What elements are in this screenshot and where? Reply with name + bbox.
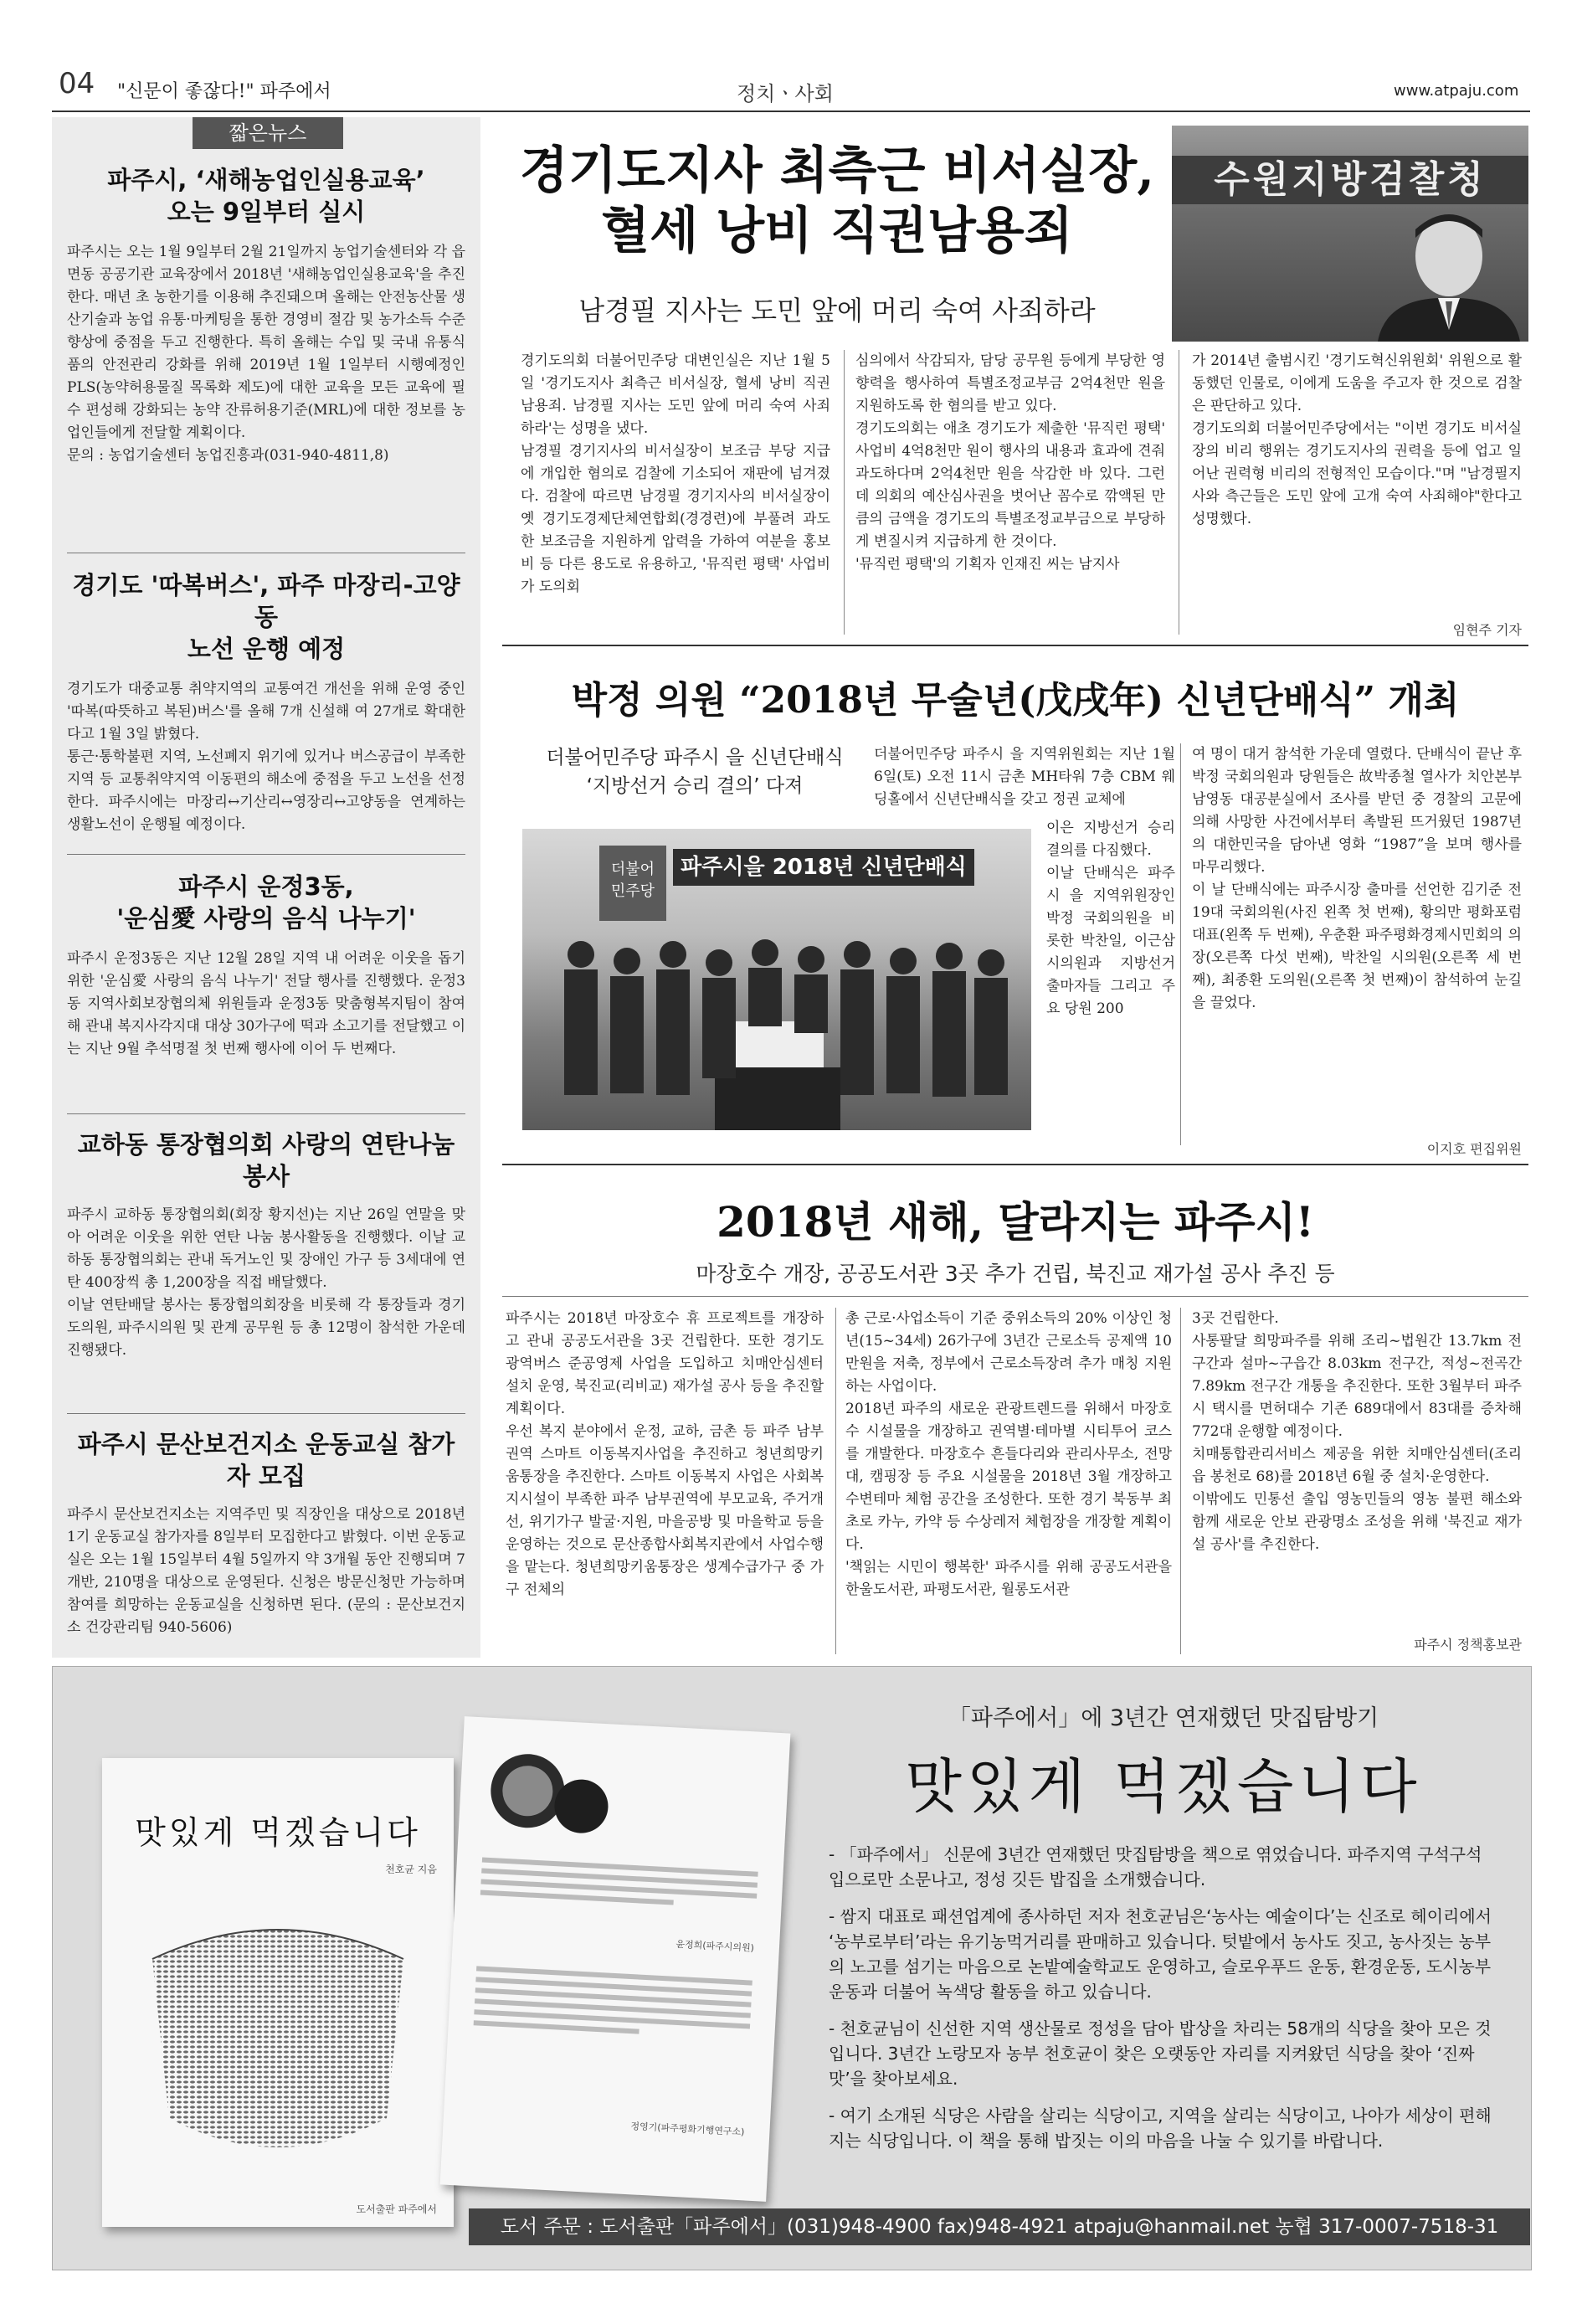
- group-photo-image: [522, 921, 1031, 1130]
- short-news-title: 경기도 '따복버스', 파주 마장리-고양동 노선 운행 예정: [72, 571, 460, 663]
- article2-headline: 박정 의원 “2018년 무술년(戊戌年) 신년단배식” 개최: [571, 679, 1460, 722]
- article2-column-narrow: 이은 지방선거 승리 결의를 다짐했다. 이날 단배식은 파주시 을 지역위원장인 박정 국회의원을 비롯한 박찬일, 이근삼 시의원과 지방선거 출마자들 그리고 주요 당원 200: [1046, 820, 1175, 1017]
- short-news-title: 교하동 통장협의회 사랑의 연탄나눔 봉사: [77, 1130, 455, 1190]
- column-rule: [1180, 1308, 1181, 1654]
- book-front-cover: [102, 1758, 454, 2227]
- page-number: 04: [59, 67, 95, 100]
- article3-column-1: 파주시는 2018년 마장호수 휴 프로젝트를 개장하고 관내 공공도서관을 3곳 건립한다. 또한 경기도 광역버스 준공영제 사업을 도입하고 치매안심센터 설치 운영, 북진교(리비교) 재가설 공사 등을 추진할 계획이다. 우선 복지 분야에서 운정, 교하, 금촌 등 파주 남부권역 스마트 이동복지사업을 추진하고 청년희망키움통장을 추진한다. 스마트 이동복지 사업은 사회복지시설이 부족한 파주 남부권역에 부모교육, 주거개선, 위기가구 발굴·지원, 마을공방 및 마을학교 등을 운영하는 것으로 문산종합사회복지관에서 사업수행을 맡는다. 청년희망키움통장은 생계수급가구 중 가구 전체의: [506, 1310, 824, 1598]
- ad-kicker: 「파주에서」에 3년간 연재했던 맛집탐방기: [948, 1705, 1379, 1731]
- rice-bowl-illustration: [136, 1909, 420, 2185]
- article2-column-top: 더불어민주당 파주시 을 지역위원회는 지난 1월 6일(토) 오전 11시 금촌 MH타워 7층 CBM 웨딩홀에서 신년단배식을 갖고 정권 교체에: [874, 746, 1175, 808]
- short-news-title: 파주시 문산보건지소 운동교실 참가자 모집: [77, 1430, 455, 1490]
- divider: [67, 1113, 465, 1114]
- ad-title: 맛있게 먹겠습니다: [905, 1752, 1422, 1821]
- column-rule: [1180, 743, 1181, 1145]
- party-side-banner: 더불어 민주당: [599, 846, 666, 921]
- ad-bullet: - 쌈지 대표로 패션업계에 종사하던 저자 천호균님은‘농사는 예술이다’는 신조로 헤이리에서 ‘농부로부터’라는 유기농먹거리를 판매하고 있습니다. 텃밭에서 농사도 짓고, 농사짓는 농부의 노고를 섬기는 마음으로 논밭예술학교도 운영하고, 슬로우푸드 운동, 환경운동, 도시농부운동과 더불어 녹색당 활동을 하고 있습니다.: [829, 1906, 1492, 2002]
- column-rule: [835, 1308, 836, 1654]
- short-news-title: 파주시 운정3동, '운심愛 사랑의 음식 나누기': [116, 872, 416, 933]
- short-news-label: 짧은뉴스: [193, 117, 343, 149]
- section-name: 정치ㆍ사회: [737, 82, 834, 105]
- article2-photo: [522, 829, 1031, 1130]
- divider: [67, 854, 465, 855]
- short-news-body: 파주시 교하동 통장협의회(회장 황지선)는 지난 26일 연말을 맞아 어려운 이웃을 위한 연탄 나눔 봉사활동을 진행했다. 이날 교하동 통장협의회는 관내 독거노인 및 장애인 가구 등 3세대에 연탄 400장씩 총 1,200장을 직접 배달했다. 이날 연탄배달 봉사는 통장협의회장을 비롯해 각 통장들과 경기도의원, 파주시의원 및 관계 공무원 등 총 12명이 참석한 가운데 진행됐다.: [67, 1206, 465, 1359]
- prosecutor-office-sign: 수원지방검찰청: [1172, 156, 1528, 204]
- lead-headline: 경기도지사 최측근 비서실장, 혈세 낭비 직권남용죄: [519, 141, 1155, 260]
- divider: [67, 1413, 465, 1414]
- lead-subhead: 남경필 지사는 도민 앞에 머리 숙여 사죄하라: [578, 295, 1096, 326]
- short-news-item: [67, 164, 465, 467]
- lead-column-2: 심의에서 삭감되자, 담당 공무원 등에게 부당한 영향력을 행사하여 특별조정교부금 2억4천만 원을 지원하도록 한 혐의를 받고 있다. 경기도의회는 애초 경기도가 제출한 '뮤직런 평택' 사업비 4억8천만 원이 행사의 내용과 효과에 견줘 과도하다며 2억4천만 원을 삭감한 바 있다. 그런데 의회의 예산심사권을 벗어난 꼼수로 깎액된 만큼의 금액을 경기도의 특별조정교부금으로 부당하게 변질시켜 지급하게 한 것이다. '뮤직런 평택'의 기획자 인재진 씨는 남지사: [855, 352, 1165, 573]
- short-news-body: 파주시 문산보건지소는 지역주민 및 직장인을 대상으로 2018년 1기 운동교실 참가자를 8일부터 모집한다고 밝혔다. 이번 운동교실은 오는 1월 15일부터 4월 5일까지 약 3개월 동안 진행되며 7개반, 210명을 대상으로 운영된다. 신청은 방문신청만 가능하며 참여를 희망하는 운동교실을 신청하면 된다. (문의 : 문산보건지소 건강관리팀 940-5606): [67, 1506, 465, 1636]
- ad-bullet-list: [829, 1842, 1498, 2153]
- lead-column-1: 경기도의회 더불어민주당 대변인실은 지난 1월 5일 '경기도지사 최측근 비서실장, 혈세 낭비 직권남용죄. 남경필 지사는 도민 앞에 머리 숙여 사죄하라'는 성명을 냈다. 남경필 경기지사의 비서실장이 보조금 부당 지급에 개입한 혐의로 검찰에 기소되어 재판에 넘겨졌다. 검찰에 따르면 남경필 경기지사의 비서실장이 옛 경기도경제단체연합회(경경련)에 부풀려 과도한 보조금을 지원하게 압력을 가하여 여분을 홍보비 등 다른 용도로 유용하고, '뮤직런 평택' 사업비가 도의회: [521, 352, 830, 595]
- article2-subhead: 더불어민주당 파주시 을 신년단배식 ‘지방선거 승리 결의’ 다져: [546, 747, 844, 797]
- column-rule: [844, 350, 845, 635]
- portrait-image: [1369, 204, 1528, 342]
- article3-headline: 2018년 새해, 달라지는 파주시!: [717, 1197, 1314, 1247]
- lead-photo: [1172, 126, 1528, 342]
- header-rule: [52, 111, 1530, 112]
- article3-column-3: 3곳 건립한다. 사통팔달 희망파주를 위해 조리~법원간 13.7km 전구간과 설마~구읍간 8.03km 전구간, 적성~전곡간 7.89km 전구간 개통을 추진한다. 또한 3월부터 파주시 택시를 면허대수 기존 689대에서 83대를 증차해 772대 운행할 예정이다. 치매통합관리서비스 제공을 위한 치매안심센터(조리읍 봉천로 68)를 2018년 6월 중 설치·운영한다. 이밖에도 민통선 출입 영농민들의 영농 불편 해소와 함께 새로운 안보 관광명소 조성을 위해 '북진교 재가설 공사'를 추진한다.: [1192, 1310, 1522, 1553]
- back-cover-text-block: [473, 1960, 752, 2045]
- masthead-logo: "신문이 좋잖다!" 파주에서: [117, 81, 331, 102]
- event-banner: 파주시을 2018년 신년단배식: [673, 849, 974, 886]
- article3-subhead: 마장호수 개장, 공공도서관 3곳 추가 건립, 북진교 재가설 공사 추진 등: [696, 1262, 1335, 1286]
- book-back-cover: [440, 1716, 791, 2202]
- back-cover-author1: 윤정희(파주시의원): [675, 1938, 755, 1954]
- food-dish-image: [484, 1743, 614, 1842]
- back-cover-author2: 정영기(파주평화기행연구소): [630, 2121, 745, 2138]
- subhead-rule: [502, 1296, 1528, 1297]
- ad-bullet: - 천호균님이 신선한 지역 생산물로 정성을 담아 밥상을 차리는 58개의 식당을 찾아 모은 것입니다. 3년간 노랑모자 농부 천호균이 찾은 오랫동안 자리를 지켜왔던 식당을 찾아 ‘진짜 맛’을 찾아보세요.: [829, 2018, 1492, 2089]
- back-cover-text-block: [480, 1852, 758, 1915]
- book-cover-title: 맛있게 먹겠습니다: [135, 1814, 421, 1851]
- article2-byline: 이지호 편집위원: [1426, 1141, 1522, 1157]
- lead-column-3: 가 2014년 출범시킨 '경기도혁신위원회' 위원으로 활동했던 인물로, 이에게 도움을 주고자 한 것으로 검찰은 판단하고 있다. 경기도의회 더불어민주당에서는 "이번 경기도 비서실장의 비리 행위는 경기도지사의 권력을 등에 업고 일어난 권력형 비리의 전형적인 모습이다."며 "남경필지사와 측근들은 도민 앞에 고개 숙여 사죄해야"한다고 성명했다.: [1192, 352, 1522, 527]
- short-news-body: 파주시 운정3동은 지난 12월 28일 지역 내 어려운 이웃을 돕기 위한 '운심愛 사랑의 음식 나누기' 전달 행사를 진행했다. 운정3동 지역사회보장협의체 위원들과 운정3동 맞춤형복지팀이 참여해 관내 복지사각지대 대상 30가구에 떡과 소고기를 전달했고 이는 지난 9월 추석명절 첫 번째 행사에 이어 두 번째다.: [67, 950, 465, 1057]
- lead-byline: 임현주 기자: [1452, 622, 1522, 638]
- site-url[interactable]: www.atpaju.com: [1394, 82, 1519, 100]
- order-info-bar: 도서 주문 : 도서출판「파주에서」(031)948-4900 fax)948-4921 atpaju@hanmail.net 농협 317-0007-7518-31: [469, 2208, 1530, 2245]
- short-news-item: [67, 569, 465, 836]
- ad-bullet: - 여기 소개된 식당은 사람을 살리는 식당이고, 지역을 살리는 식당이고, 나아가 세상이 편해지는 식당입니다. 이 책을 통해 밥짓는 이의 마음을 나눌 수 있기를 바랍니다.: [829, 2105, 1492, 2151]
- ad-bullet: - 「파주에서」 신문에 3년간 연재했던 맛집탐방을 책으로 엮었습니다. 파주지역 구석구석 입으로만 소문나고, 정성 깃든 밥집을 소개했습니다.: [829, 1844, 1482, 1890]
- section-rule: [502, 1164, 1528, 1165]
- book-author: 천호균 지음: [385, 1864, 437, 1875]
- short-news-body: 파주시는 오는 1월 9일부터 2월 21일까지 농업기술센터와 각 읍면동 공공기관 교육장에서 2018년 '새해농업인실용교육'을 추진한다. 매년 초 농한기를 이용해 추진돼으며 올해는 안전농산물 생산기술과 농업 유통·마케팅을 통한 경영비 절감 및 농가소득 수준 향상에 중점을 두고 진행한다. 특히 올해는 수입 및 국내 유통식품의 안전관리 강화를 위해 2019년 1월 1일부터 시행예정인 PLS(농약허용물질 목록화 제도)에 대한 교육을 모든 교육에 필수 편성해 강화되는 농약 잔류허용기준(MRL)에 대한 정보를 농업인들에게 전달할 계획이다. 문의 : 농업기술센터 농업진흥과(031-940-4811,8): [67, 244, 465, 464]
- article3-column-2: 총 근로·사업소득이 기준 중위소득의 20% 이상인 청년(15~34세) 26가구에 3년간 근로소득 공제액 10만원을 저축, 정부에서 근로소득장려 추가 매칭 지원하는 사업이다. 2018년 파주의 새로운 관광트렌드를 위해서 마장호수 시설물을 개장하고 권역별·테마별 시티투어 코스를 개발한다. 마장호수 흔들다리와 관리사무소, 전망대, 캠핑장 등 주요 시설물을 2018년 3월 개장하고 수변테마 체험 공간을 조성한다. 또한 경기 북동부 최초로 카누, 카약 등 수상레저 체험장을 개장할 계획이다. '책읽는 시민이 행복한' 파주시를 위해 공공도서관을 한울도서관, 파평도서관, 월롱도서관: [845, 1310, 1172, 1598]
- article2-column-right: 여 명이 대거 참석한 가운데 열렸다. 단배식이 끝난 후 박정 국회의원과 당원들은 故박종철 열사가 치안본부 남영동 대공분실에서 조사를 받던 중 경찰의 고문에 의해 사망한 사건에서부터 촉발된 뜨거웠던 1987년의 대한민국을 담아낸 영화 “1987”을 보며 행사를 마무리했다. 이 날 단배식에는 파주시장 출마를 선언한 김기준 전 19대 국회의원(사진 왼쪽 첫 번째), 황의만 평화포럼대표(왼쪽 두 번째), 우춘환 파주평화경제시민회의 의장(오른쪽 다섯 번째), 박찬일 시의원(오른쪽 세 번째), 최종환 도의원(오른쪽 첫 번째)이 참석하여 눈길을 끌었다.: [1192, 746, 1522, 1011]
- short-news-title: 파주시, ‘새해농업인실용교육’ 오는 9일부터 실시: [107, 166, 425, 226]
- article3-byline: 파주시 정책홍보관: [1414, 1637, 1522, 1653]
- section-rule: [502, 645, 1528, 646]
- short-news-body: 경기도가 대중교통 취약지역의 교통여건 개선을 위해 운영 중인 '따복(따뜻하고 복된)버스'를 올해 7개 신설해 여 27개로 확대한다고 1월 3일 밝혔다. 통근·통학불편 지역, 노선폐지 위기에 있거나 버스공급이 부족한 지역 등 교통취약지역 이동편의 해소에 중점을 두고 노선을 선정한다. 파주시에는 마장리↔기산리↔영장리↔고양동을 연계하는 생활노선이 운행될 예정이다.: [67, 681, 465, 833]
- book-publisher: 도서출판 파주에서: [356, 2203, 437, 2215]
- short-news-item: [67, 1428, 465, 1639]
- short-news-item: [67, 1129, 465, 1362]
- short-news-item: [67, 871, 465, 1061]
